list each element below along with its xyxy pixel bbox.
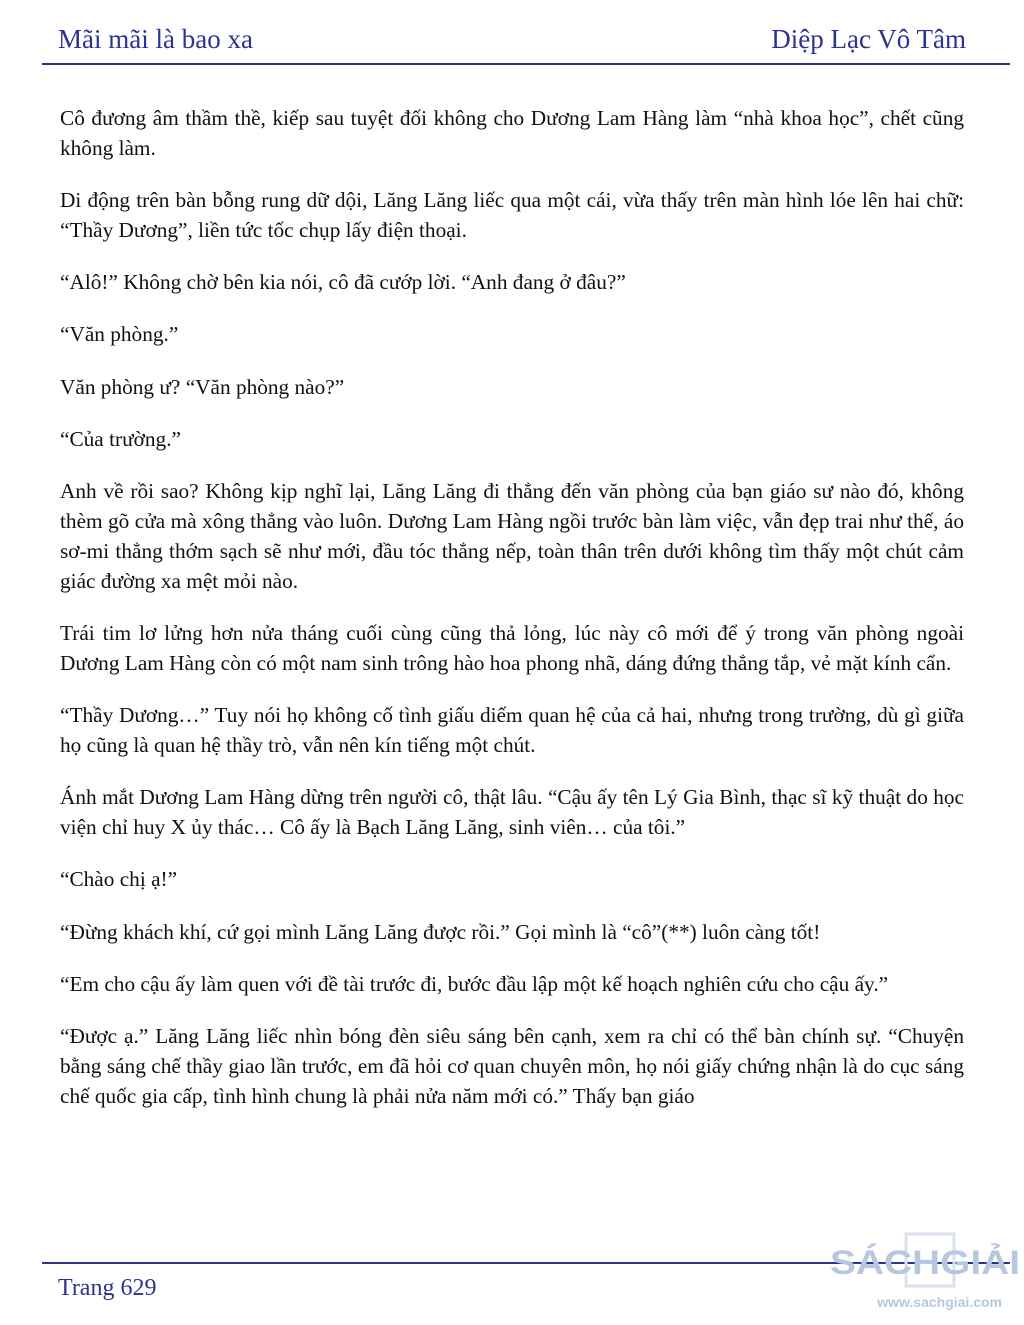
paragraph: “Đừng khách khí, cứ gọi mình Lăng Lăng được rồi.” Gọi mình là “cô”(**) luôn càng tốt!	[60, 919, 821, 944]
header-divider	[42, 63, 1010, 65]
watermark	[814, 1230, 1024, 1325]
page-header	[58, 24, 966, 64]
paragraph: Di động trên bàn bỗng rung dữ dội, Lăng Lăng liếc qua một cái, vừa thấy trên màn hình lóe lên hai chữ: “Thầy Dương”, liền tức tốc chụp lấy điện thoại.	[60, 188, 964, 242]
book-author: Diệp Lạc Vô Tâm	[771, 24, 966, 54]
paragraph: Văn phòng ư? “Văn phòng nào?”	[60, 374, 345, 399]
watermark-url: www.sachgiai.com	[877, 1294, 1002, 1310]
paragraph: “Em cho cậu ấy làm quen với đề tài trước đi, bước đầu lập một kế hoạch nghiên cứu cho cậu ấy.”	[60, 971, 889, 996]
paragraph: “Chào chị ạ!”	[60, 867, 178, 892]
paragraph: “Của trường.”	[60, 427, 181, 452]
paragraph: “Văn phòng.”	[60, 322, 179, 347]
paragraph: Anh về rồi sao? Không kịp nghĩ lại, Lăng Lăng đi thẳng đến văn phòng của bạn giáo sư nào đó, không thèm gõ cửa mà xông thẳng vào luôn. Dương Lam Hàng ngồi trước bàn làm việc, vẫn đẹp trai như thế, áo sơ-mi thẳng thớm sạch sẽ như mới, đầu tóc thẳng nếp, toàn thân trên dưới không tìm thấy một chút cảm giác đường xa mệt mỏi nào.	[60, 479, 964, 593]
paragraph: “Được ạ.” Lăng Lăng liếc nhìn bóng đèn siêu sáng bên cạnh, xem ra chỉ có thể bàn chính sự. “Chuyện bằng sáng chế thầy giao lần trước, em đã hỏi cơ quan chuyên môn, họ nói giấy chứng nhận là do cục sáng chế quốc gia cấp, tình hình chung là phải nửa năm mới có.” Thấy bạn giáo	[60, 1024, 964, 1108]
paragraph: Trái tim lơ lửng hơn nửa tháng cuối cùng cũng thả lỏng, lúc này cô mới để ý trong văn phòng ngoài Dương Lam Hàng còn có một nam sinh trông hào hoa phong nhã, dáng đứng thẳng tắp, vẻ mặt kính cẩn.	[60, 621, 964, 675]
page-body	[60, 104, 964, 1134]
paragraph: Cô đương âm thầm thề, kiếp sau tuyệt đối không cho Dương Lam Hàng làm “nhà khoa học”, chết cũng không làm.	[60, 106, 964, 160]
page-number: Trang 629	[58, 1275, 157, 1301]
book-title: Mãi mãi là bao xa	[58, 24, 253, 54]
paragraph: “Thầy Dương…” Tuy nói họ không cố tình giấu diếm quan hệ của cả hai, nhưng trong trường, dù gì giữa họ cũng là quan hệ thầy trò, vẫn nên kín tiếng một chút.	[60, 703, 964, 757]
watermark-logo	[814, 1230, 1024, 1290]
paragraph: Ánh mắt Dương Lam Hàng dừng trên người cô, thật lâu. “Cậu ấy tên Lý Gia Bình, thạc sĩ kỹ thuật do học viện chỉ huy X ủy thác… Cô ấy là Bạch Lăng Lăng, sinh viên… của tôi.”	[60, 785, 964, 840]
watermark-brand: SÁCHGIẢI	[830, 1244, 1020, 1282]
paragraph: “Alô!” Không chờ bên kia nói, cô đã cướp lời. “Anh đang ở đâu?”	[60, 270, 626, 295]
